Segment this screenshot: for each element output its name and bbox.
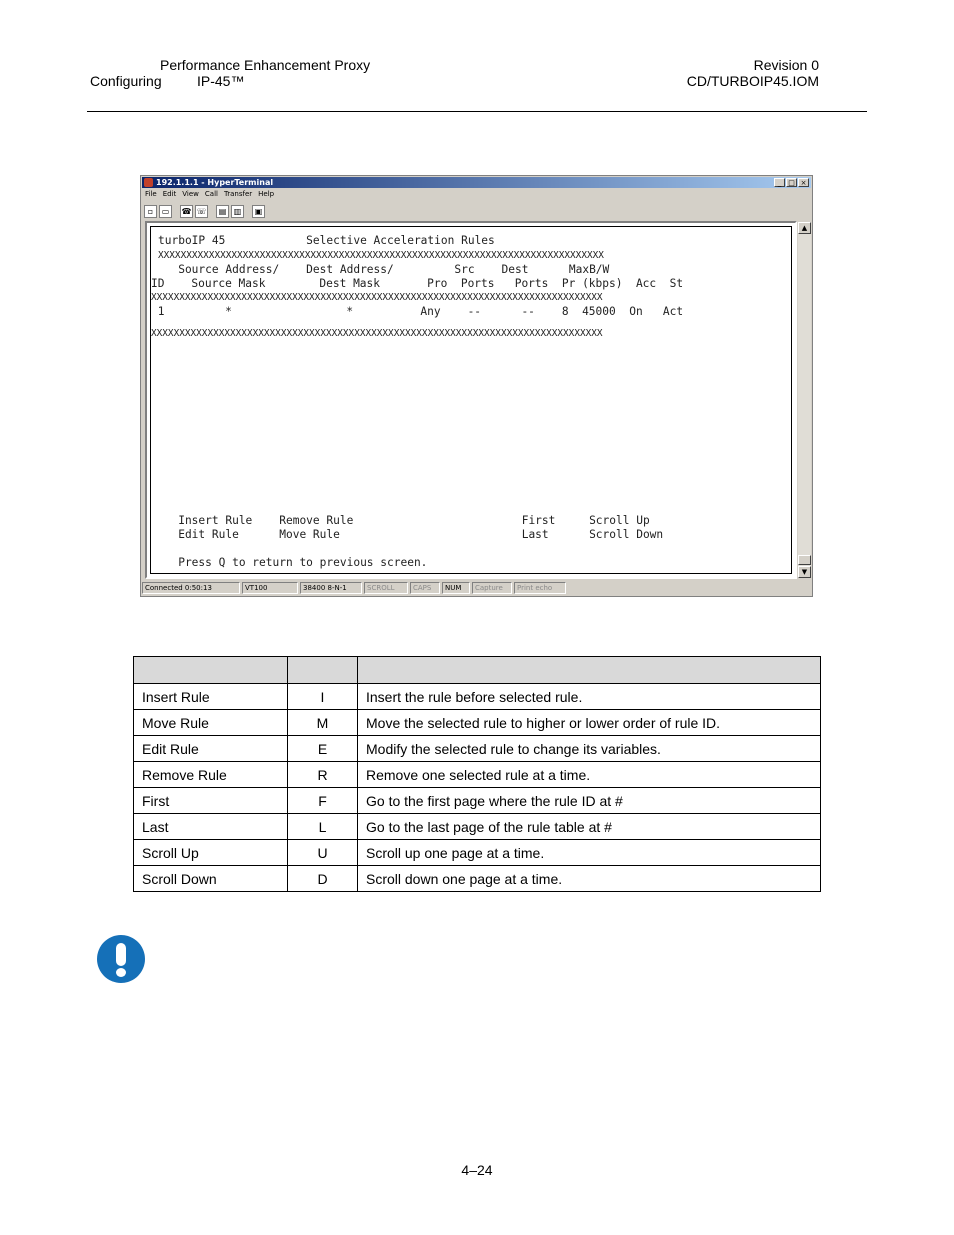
table-header [358, 657, 821, 684]
table-cell: Scroll up one page at a time. [358, 840, 821, 866]
table-row [134, 814, 821, 840]
open-icon[interactable]: ▭ [159, 205, 172, 218]
header-document-id: CD/TURBOIP45.IOM [686, 73, 819, 89]
table-cell: Scroll Down [134, 866, 288, 892]
table-row [134, 736, 821, 762]
menu-help[interactable]: Help [258, 190, 275, 198]
status-emulation: VT100 [242, 582, 298, 594]
terminal-line: XXXXXXXXXXXXXXXXXXXXXXXXXXXXXXXXXXXXXXXXXXXXXXXXXXXXXXXXXXXXXXXXXXXXXXXXXXXXXXX [158, 250, 604, 261]
table-row [134, 684, 821, 710]
table-cell: R [288, 762, 358, 788]
menu-file[interactable]: File [145, 190, 157, 198]
terminal-screen[interactable] [145, 221, 797, 579]
status-bar [142, 582, 811, 595]
menu-transfer[interactable]: Transfer [223, 190, 253, 198]
table-cell: D [288, 866, 358, 892]
toolbar [144, 203, 265, 219]
status-caps: CAPS [410, 582, 440, 594]
terminal-line: Edit Rule Move Rule Last Scroll Down [158, 528, 664, 541]
maximize-icon[interactable]: □ [786, 178, 797, 187]
terminal-line: 1 * * Any -- -- 8 45000 On Act [151, 305, 684, 318]
table-cell: Scroll Up [134, 840, 288, 866]
table-header [288, 657, 358, 684]
table-cell: Go to the last page of the rule table at # [358, 814, 821, 840]
important-icon [97, 935, 145, 983]
table-cell: Remove one selected rule at a time. [358, 762, 821, 788]
table-cell: Insert the rule before selected rule. [358, 684, 821, 710]
table-cell: Move the selected rule to higher or lower order of rule ID. [358, 710, 821, 736]
terminal-line: Source Address/ Dest Address/ Src Dest MaxB/W [158, 263, 610, 276]
terminal-line: Insert Rule Remove Rule First Scroll Up [158, 514, 650, 527]
table-cell: Go to the first page where the rule ID at # [358, 788, 821, 814]
table-row [134, 710, 821, 736]
terminal-line: XXXXXXXXXXXXXXXXXXXXXXXXXXXXXXXXXXXXXXXXXXXXXXXXXXXXXXXXXXXXXXXXXXXXXXXXXXXXXXXX [151, 328, 603, 339]
table-cell: M [288, 710, 358, 736]
vertical-scrollbar[interactable] [798, 222, 811, 578]
close-icon[interactable]: × [798, 178, 809, 187]
receive-icon[interactable]: ▥ [231, 205, 244, 218]
command-table [133, 656, 821, 892]
new-icon[interactable]: ▫ [144, 205, 157, 218]
table-cell: Modify the selected rule to change its variables. [358, 736, 821, 762]
terminal-line: Press Q to return to previous screen. [158, 556, 428, 569]
connect-icon[interactable]: ☎ [181, 206, 192, 216]
status-connected: Connected 0:50:13 [142, 582, 240, 594]
properties-icon[interactable]: ▣ [252, 205, 265, 218]
table-cell: E [288, 736, 358, 762]
table-cell: Remove Rule [134, 762, 288, 788]
menu-view[interactable]: View [182, 190, 199, 198]
scroll-up-arrow-icon[interactable]: ▲ [798, 222, 811, 234]
table-cell: Scroll down one page at a time. [358, 866, 821, 892]
header-title: Performance Enhancement Proxy [160, 57, 371, 73]
table-cell: Last [134, 814, 288, 840]
page-number: 4–24 [461, 1162, 493, 1178]
menu-edit[interactable]: Edit [162, 190, 177, 198]
table-cell: L [288, 814, 358, 840]
table-row [134, 762, 821, 788]
header-divider [87, 111, 867, 112]
scroll-down-arrow-icon[interactable]: ▼ [798, 566, 811, 578]
status-capture: Capture [472, 582, 512, 594]
window-title: 192.1.1.1 - HyperTerminal [156, 178, 274, 187]
terminal-line: turboIP 45 Selective Acceleration Rules [158, 234, 495, 247]
table-cell: Insert Rule [134, 684, 288, 710]
hyperterminal-icon [144, 178, 153, 187]
table-header [134, 657, 288, 684]
terminal-line: XXXXXXXXXXXXXXXXXXXXXXXXXXXXXXXXXXXXXXXXXXXXXXXXXXXXXXXXXXXXXXXXXXXXXXXXXXXXXXXX [151, 292, 603, 303]
window-titlebar [142, 177, 811, 188]
terminal-line: ID Source Mask Dest Mask Pro Ports Ports Pr (kbps) Acc St [151, 277, 684, 290]
status-port-settings: 38400 8-N-1 [300, 582, 362, 594]
menu-bar [145, 189, 274, 200]
send-icon[interactable]: ▤ [216, 205, 229, 218]
header-revision: Revision 0 [753, 57, 819, 73]
disconnect-icon[interactable]: ☏ [196, 206, 207, 216]
table-cell: Edit Rule [134, 736, 288, 762]
table-cell: Move Rule [134, 710, 288, 736]
header-product: IP-45™ [197, 73, 245, 89]
table-row [134, 840, 821, 866]
status-scroll: SCROLL [364, 582, 408, 594]
table-cell: First [134, 788, 288, 814]
minimize-icon[interactable]: _ [774, 178, 785, 187]
table-cell: F [288, 788, 358, 814]
hyperterminal-window [140, 175, 813, 597]
table-row [134, 866, 821, 892]
scroll-thumb[interactable] [798, 555, 811, 565]
table-row [134, 788, 821, 814]
table-cell: I [288, 684, 358, 710]
status-print-echo: Print echo [514, 582, 566, 594]
table-cell: U [288, 840, 358, 866]
header-section: Configuring [90, 73, 162, 89]
table-header-row [134, 657, 821, 684]
menu-call[interactable]: Call [204, 190, 218, 198]
status-num: NUM [442, 582, 470, 594]
